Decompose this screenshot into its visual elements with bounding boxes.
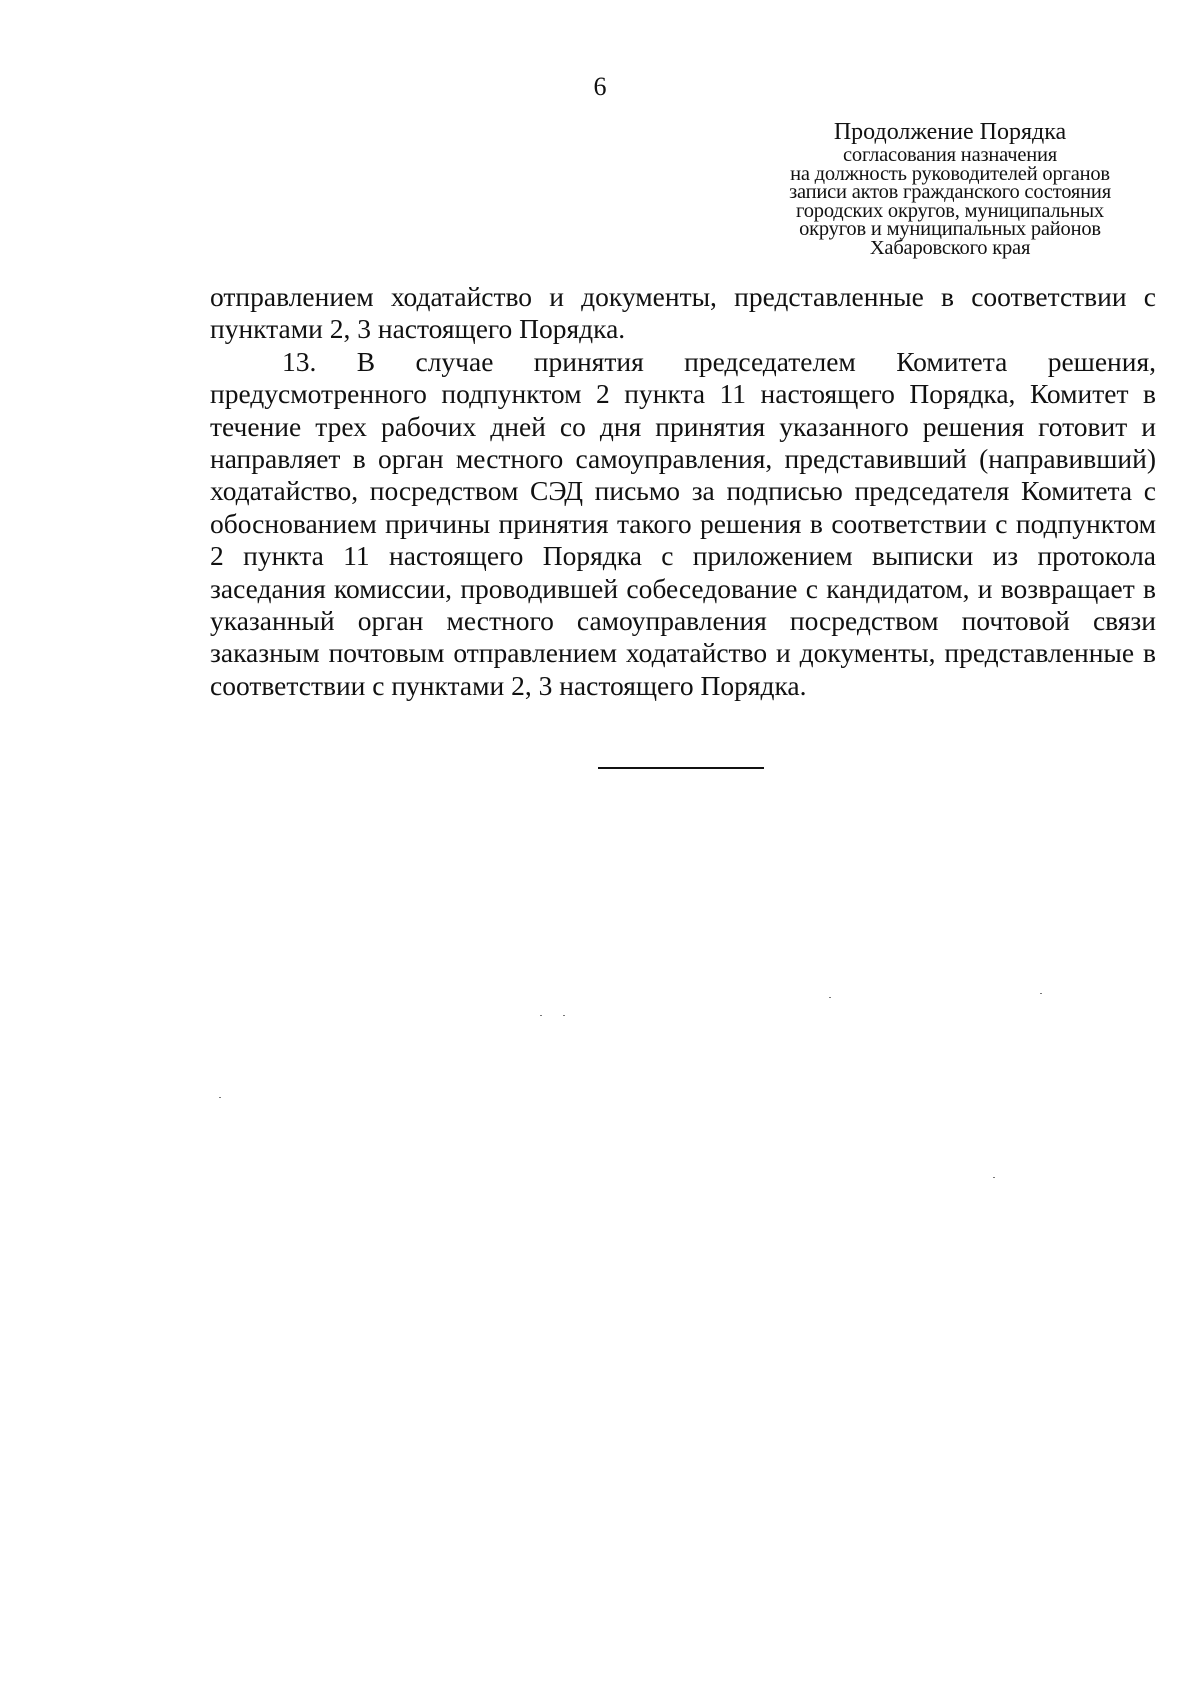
scan-speck [540, 1015, 542, 1016]
scan-speck [219, 1097, 221, 1098]
scan-speck [563, 1015, 565, 1016]
header-line: согласования назначения [843, 144, 1057, 166]
body-text [210, 281, 1156, 702]
paragraph-13: 13. В случае принятия председателем Комитета решения, предусмотренного подпунктом 2 пункта 11 настоящего Порядка, Комитет в течение трех рабочих дней со дня принятия указанного решения готовит и направляет в орган местного самоуправления, представивший (направивший) ходатайство, посредством СЭД письмо за подписью председателя Комитета с обоснованием причины принятия такого решения в соответствии с подпунктом 2 пункта 11 настоящего Порядка с приложением выписки из протокола заседания комиссии, проводившей собеседование с кандидатом, и возвращает в указанный орган местного самоуправления посредством почтовой связи заказным почтовым отправлением ходатайство и документы, представленные в соответствии с пунктами 2, 3 настоящего Порядка. [210, 345, 1156, 701]
scan-speck [1040, 993, 1042, 994]
header-line: записи актов гражданского состояния [789, 181, 1111, 204]
header-line: округов и муниципальных районов [799, 218, 1101, 241]
end-of-document-rule [598, 767, 764, 769]
scan-speck [993, 1177, 995, 1178]
scan-speck [829, 997, 831, 998]
paragraph-continuation: отправлением ходатайство и документы, представленные в соответствии с пунктами 2, 3 настоящего Порядка. [210, 281, 1156, 345]
page-number: 6 [593, 72, 607, 101]
header-line: городских округов, муниципальных [796, 199, 1104, 222]
header-line: на должность руководителей органов [790, 162, 1110, 185]
document-header [740, 118, 1160, 258]
header-line: Хабаровского края [869, 236, 1031, 259]
header-title: Продолжение Порядка [833, 119, 1067, 145]
